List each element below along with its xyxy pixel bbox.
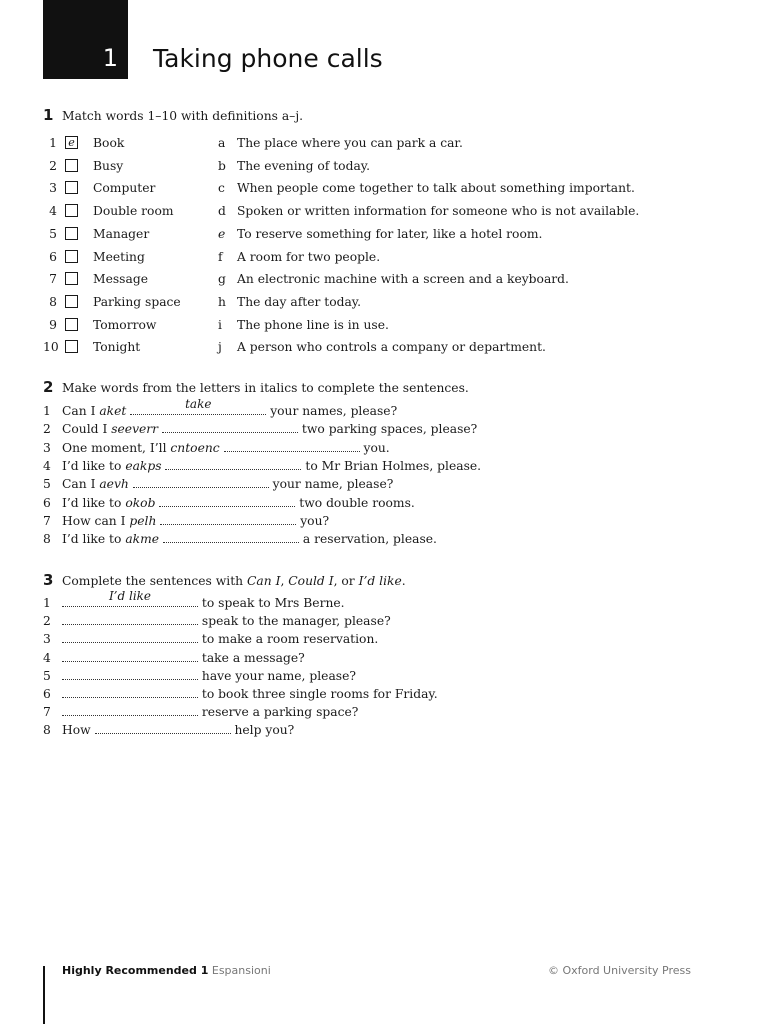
sentence-end: to speak to Mrs Berne. bbox=[198, 596, 345, 610]
match-row bbox=[43, 269, 643, 289]
answer-blank[interactable] bbox=[159, 494, 295, 507]
definition-text: A person who controls a company or department. bbox=[237, 340, 546, 355]
item-number: 5 bbox=[49, 226, 57, 241]
definition-letter: h bbox=[218, 294, 226, 309]
item-number: 8 bbox=[43, 723, 51, 738]
item-number: 4 bbox=[49, 204, 57, 219]
answer-blank[interactable] bbox=[163, 530, 299, 543]
match-row bbox=[43, 224, 643, 244]
sentence-row bbox=[43, 703, 358, 721]
answer-blank[interactable] bbox=[62, 589, 198, 607]
answer-box[interactable] bbox=[65, 204, 78, 217]
sentence-row bbox=[43, 530, 437, 548]
sentence-start: I’d like to bbox=[62, 532, 126, 547]
item-number: 4 bbox=[43, 650, 51, 665]
sentence-end: help you? bbox=[230, 723, 295, 738]
sentence-end: have your name, please? bbox=[198, 668, 356, 683]
answer-box[interactable] bbox=[65, 295, 78, 308]
sentence-row bbox=[43, 630, 378, 648]
item-number: 1 bbox=[43, 404, 51, 418]
sentence-end: a reservation, please. bbox=[298, 532, 437, 547]
footer-copyright: © Oxford University Press bbox=[547, 964, 691, 977]
sentence-row bbox=[43, 475, 393, 493]
answer-blank[interactable] bbox=[62, 667, 198, 680]
match-word: Computer bbox=[93, 181, 156, 196]
sentence-row bbox=[43, 667, 356, 685]
exercise-1-heading bbox=[43, 107, 303, 124]
answer-blank[interactable] bbox=[62, 703, 198, 716]
match-word: Parking space bbox=[93, 294, 181, 309]
sentence-row bbox=[43, 420, 477, 438]
definition-letter: g bbox=[218, 272, 226, 287]
scrambled-word: seeverr bbox=[111, 422, 159, 437]
definition-text: Spoken or written information for someone who is not available. bbox=[237, 204, 640, 219]
item-number: 6 bbox=[43, 687, 51, 701]
scrambled-word: okob bbox=[125, 495, 156, 510]
answer-blank[interactable] bbox=[62, 630, 198, 643]
answer-text: I’d like bbox=[108, 589, 152, 603]
item-number: 1 bbox=[43, 596, 51, 610]
answer-blank[interactable] bbox=[133, 475, 269, 488]
scrambled-word: cntoenc bbox=[170, 440, 220, 455]
sentence-start: Can I bbox=[62, 477, 100, 492]
item-number: 1 bbox=[49, 136, 57, 150]
sentence-end: you. bbox=[359, 440, 390, 455]
item-number: 5 bbox=[43, 668, 51, 683]
match-word: Tonight bbox=[93, 340, 141, 355]
match-word: Tomorrow bbox=[93, 317, 157, 332]
answer-box[interactable] bbox=[65, 340, 78, 353]
sentence-end: to make a room reservation. bbox=[198, 632, 379, 647]
answer-blank[interactable] bbox=[95, 721, 231, 734]
item-number: 2 bbox=[43, 422, 51, 437]
item-number: 2 bbox=[43, 614, 51, 629]
sentence-row bbox=[43, 397, 398, 420]
exercise-instruction: Complete the sentences with Can I, Could I, or I’d like. bbox=[62, 574, 406, 588]
scrambled-word: aket bbox=[99, 404, 127, 418]
definition-text: When people come together to talk about something important. bbox=[237, 181, 635, 196]
scrambled-word: aevh bbox=[99, 477, 129, 492]
sentence-start: Can I bbox=[62, 404, 100, 418]
item-number: 7 bbox=[49, 272, 57, 287]
scrambled-word: akme bbox=[125, 532, 160, 547]
answer-blank[interactable] bbox=[62, 649, 198, 662]
match-row bbox=[43, 315, 643, 335]
definition-text: The place where you can park a car. bbox=[237, 136, 463, 150]
answer-blank[interactable] bbox=[160, 512, 296, 525]
sentence-end: your name, please? bbox=[268, 477, 394, 492]
item-number: 8 bbox=[49, 294, 57, 309]
sentence-end: take a message? bbox=[198, 650, 305, 665]
definition-letter: d bbox=[218, 204, 226, 219]
match-row bbox=[43, 156, 643, 176]
sentence-end: two double rooms. bbox=[295, 495, 415, 510]
match-word: Book bbox=[93, 136, 125, 150]
definition-letter: f bbox=[218, 249, 223, 264]
answer-box[interactable]: e bbox=[65, 136, 78, 149]
sentence-row bbox=[43, 721, 294, 739]
sentence-end: to book three single rooms for Friday. bbox=[198, 687, 438, 701]
item-number: 8 bbox=[43, 532, 51, 547]
footer-rule bbox=[43, 966, 45, 1024]
definition-letter: b bbox=[218, 158, 226, 173]
answer-box[interactable] bbox=[65, 159, 78, 172]
item-number: 2 bbox=[49, 158, 57, 173]
sentence-end: reserve a parking space? bbox=[198, 705, 359, 720]
sentence-row bbox=[43, 457, 481, 475]
definition-text: The day after today. bbox=[237, 294, 362, 309]
answer-blank[interactable] bbox=[165, 457, 301, 470]
unit-number-box bbox=[43, 0, 128, 79]
definition-letter: j bbox=[218, 340, 222, 355]
page-title: Taking phone calls bbox=[153, 44, 383, 73]
item-number: 4 bbox=[43, 458, 51, 473]
definition-text: A room for two people. bbox=[237, 249, 381, 264]
definition-text: The evening of today. bbox=[237, 158, 370, 173]
item-number: 9 bbox=[49, 317, 57, 332]
answer-box[interactable] bbox=[65, 272, 78, 285]
match-word: Busy bbox=[93, 158, 124, 173]
answer-blank[interactable] bbox=[162, 420, 298, 433]
answer-box[interactable] bbox=[65, 181, 78, 194]
exercise-instruction: Make words from the letters in italics to complete the sentences. bbox=[62, 381, 469, 395]
sentence-start: How can I bbox=[62, 513, 130, 528]
sentence-start: I’d like to bbox=[62, 495, 126, 510]
definition-letter: e bbox=[218, 226, 226, 241]
sentence-end: to Mr Brian Holmes, please. bbox=[301, 458, 482, 473]
item-number: 5 bbox=[43, 477, 51, 492]
exercise-instruction: Match words 1–10 with definitions a–j. bbox=[62, 109, 304, 123]
match-word: Message bbox=[93, 272, 148, 287]
item-number: 3 bbox=[49, 181, 57, 196]
sentence-start: How bbox=[62, 723, 95, 738]
sentence-end: your names, please? bbox=[266, 404, 398, 418]
match-word: Meeting bbox=[93, 249, 145, 264]
sentence-start: I’d like to bbox=[62, 458, 126, 473]
item-number: 3 bbox=[43, 632, 51, 647]
sentence-row bbox=[43, 512, 329, 530]
item-number: 7 bbox=[43, 705, 51, 720]
sentence-row bbox=[43, 685, 438, 703]
item-number: 10 bbox=[43, 340, 59, 355]
match-word: Double room bbox=[93, 204, 174, 219]
definition-letter: i bbox=[218, 317, 222, 332]
sentence-end: speak to the manager, please? bbox=[198, 614, 391, 629]
answer-text: take bbox=[185, 397, 212, 411]
answer-blank[interactable] bbox=[62, 685, 198, 698]
match-row bbox=[43, 133, 643, 153]
answer-box[interactable] bbox=[65, 227, 78, 240]
exercise-number: 3 bbox=[43, 571, 54, 589]
match-row bbox=[43, 292, 643, 312]
item-number: 6 bbox=[43, 495, 51, 510]
item-number: 7 bbox=[43, 513, 51, 528]
match-row bbox=[43, 201, 643, 221]
unit-number: 1 bbox=[102, 44, 118, 72]
sentence-row bbox=[43, 649, 305, 667]
sentence-start: Could I bbox=[62, 422, 112, 437]
definition-text: An electronic machine with a screen and a keyboard. bbox=[237, 272, 569, 287]
sentence-end: two parking spaces, please? bbox=[298, 422, 478, 437]
definition-letter: c bbox=[218, 181, 225, 196]
exercise-number: 1 bbox=[43, 106, 54, 124]
match-row bbox=[43, 337, 643, 357]
sentence-row bbox=[43, 494, 415, 512]
item-number: 6 bbox=[49, 249, 57, 264]
definition-text: The phone line is in use. bbox=[237, 317, 389, 332]
sentence-row bbox=[43, 612, 391, 630]
exercise-number: 2 bbox=[43, 378, 54, 396]
scrambled-word: eakps bbox=[125, 458, 162, 473]
match-word: Manager bbox=[93, 226, 150, 241]
exercise-2-heading bbox=[43, 379, 469, 396]
match-row bbox=[43, 247, 643, 267]
definition-letter: a bbox=[218, 136, 226, 150]
sentence-end: you? bbox=[296, 513, 330, 528]
match-row bbox=[43, 178, 643, 198]
answer-blank[interactable] bbox=[130, 397, 266, 415]
definition-text: To reserve something for later, like a hotel room. bbox=[237, 226, 543, 241]
answer-blank[interactable] bbox=[62, 612, 198, 625]
sentence-row bbox=[43, 439, 390, 457]
footer-book-title: Highly Recommended 1 Espansioni bbox=[62, 964, 271, 977]
answer-box[interactable] bbox=[65, 250, 78, 263]
answer-blank[interactable] bbox=[224, 439, 360, 452]
sentence-start: One moment, I’ll bbox=[62, 440, 171, 455]
item-number: 3 bbox=[43, 440, 51, 455]
scrambled-word: pelh bbox=[129, 513, 157, 528]
sentence-row bbox=[43, 589, 345, 612]
answer-box[interactable] bbox=[65, 318, 78, 331]
